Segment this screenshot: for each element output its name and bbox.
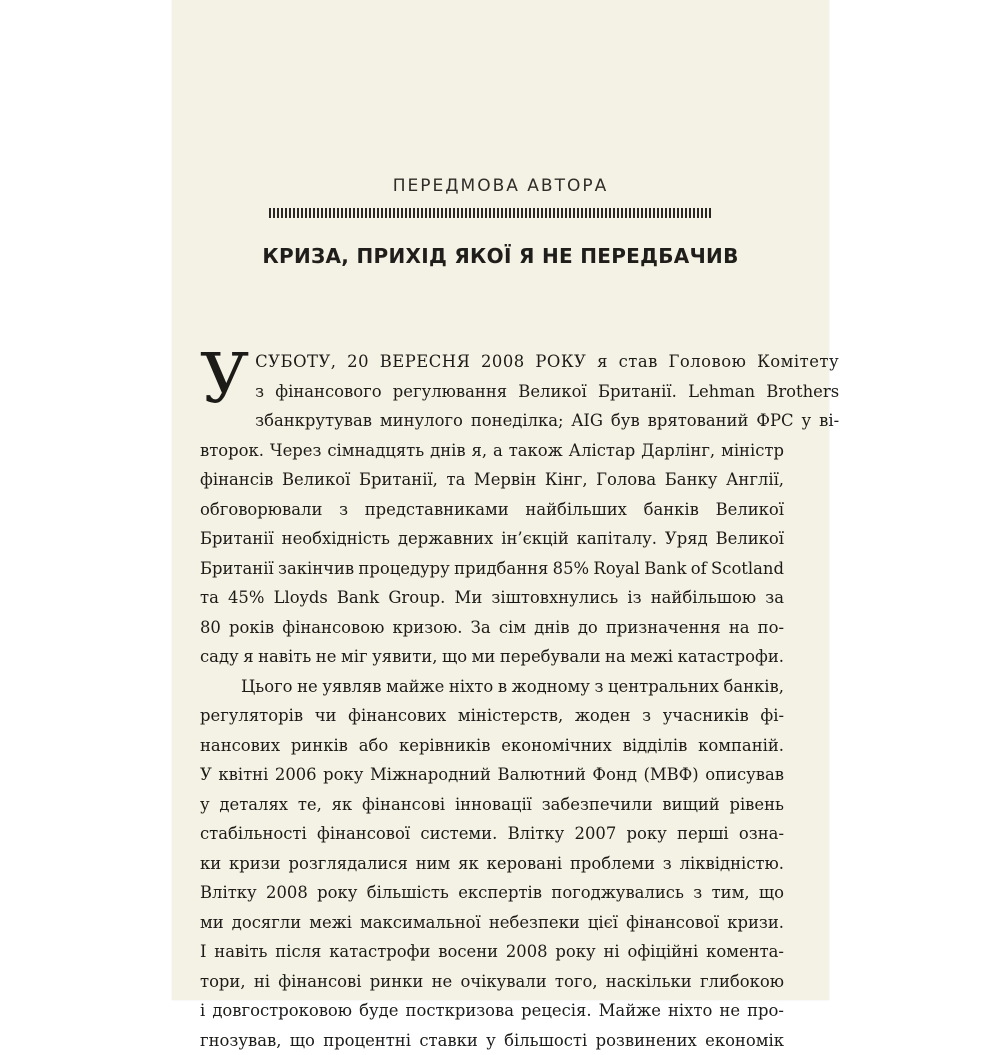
text-line: і довгостроковою буде посткризова рецесія. Майже ніхто не про- [200, 996, 784, 1026]
text-line: збанкрутував минулого понеділка; AIG був врятований ФРС у ві- [200, 406, 784, 436]
chapter-title: КРИЗА, ПРИХІД ЯКОЇ Я НЕ ПЕРЕДБАЧИВ [172, 244, 829, 268]
text-line: та 45% Lloyds Bank Group. Ми зіштовхнулись із найбільшою за [200, 583, 784, 613]
text-line: регуляторів чи фінансових міністерств, жоден з учасників фі- [200, 701, 784, 731]
text-line: саду я навіть не міг уявити, що ми перебували на межі катастрофи. [200, 642, 784, 672]
text-line: Влітку 2008 року більшість експертів погоджувались з тим, що [200, 878, 784, 908]
text-line: гнозував, що процентні ставки у більшості розвинених економік [200, 1026, 784, 1055]
book-page [172, 0, 829, 1000]
text-line: ми досягли межі максимальної небезпеки цієї фінансової кризи. [200, 908, 784, 938]
text-line: Цього не уявляв майже ніхто в жодному з центральних банків, [200, 672, 784, 702]
text-line: Британії необхідність державних ін’єкцій капіталу. Уряд Великої [200, 524, 784, 554]
text-line: СУБОТУ, 20 ВЕРЕСНЯ 2008 РОКУ я став Головою Комітету [200, 347, 784, 377]
decorative-rule [269, 208, 712, 218]
text-line: У квітні 2006 року Міжнародний Валютний Фонд (МВФ) описував [200, 760, 784, 790]
text-line: обговорювали з представниками найбільших банків Великої [200, 495, 784, 525]
section-label: ПЕРЕДМОВА АВТОРА [172, 176, 829, 196]
text-line: нансових ринків або керівників економічних відділів компаній. [200, 731, 784, 761]
text-line: 80 років фінансовою кризою. За сім днів до призначення на по- [200, 613, 784, 643]
paragraph-2 [200, 672, 784, 1055]
text-line: І навіть після катастрофи восени 2008 року ні офіційні комента- [200, 937, 784, 967]
text-line: з фінансового регулювання Великої Британії. Lehman Brothers [200, 377, 784, 407]
text-line: фінансів Великої Британії, та Мервін Кінг, Голова Банку Англії, [200, 465, 784, 495]
paragraph-1 [200, 347, 784, 672]
body-text [200, 347, 784, 1055]
text-line: у деталях те, як фінансові інновації забезпечили вищий рівень [200, 790, 784, 820]
text-line: Британії закінчив процедуру придбання 85% Royal Bank of Scotland [200, 554, 784, 584]
text-line: второк. Через сімнадцять днів я, а також Алістар Дарлінг, міністр [200, 436, 784, 466]
show-through-text [210, 84, 810, 324]
drop-cap: У [200, 351, 249, 409]
text-line: стабільності фінансової системи. Влітку 2007 року перші озна- [200, 819, 784, 849]
text-line: тори, ні фінансові ринки не очікували того, наскільки глибокою [200, 967, 784, 997]
text-line: ки кризи розглядалися ним як керовані проблеми з ліквідністю. [200, 849, 784, 879]
